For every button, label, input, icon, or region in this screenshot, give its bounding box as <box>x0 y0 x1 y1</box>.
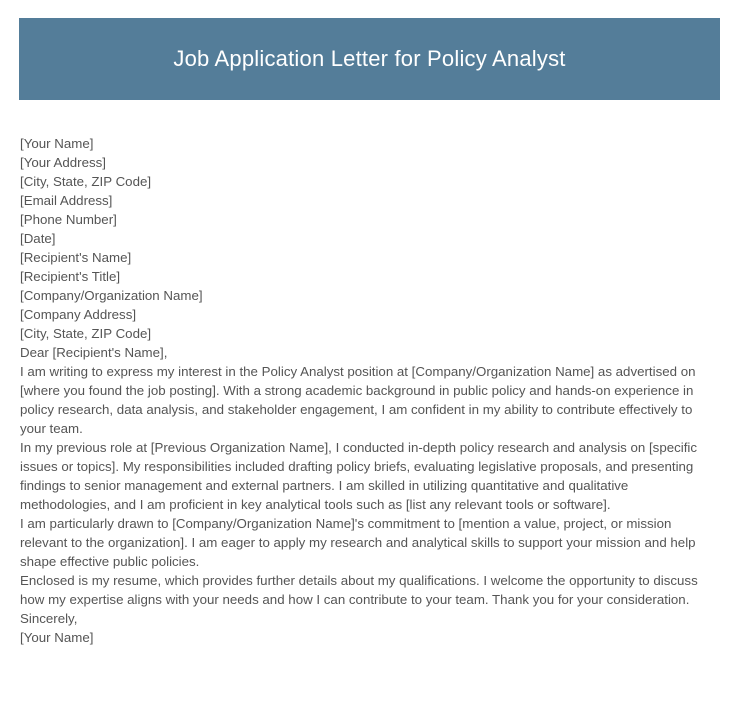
recipient-title: [Recipient's Title] <box>20 269 121 284</box>
letter-header-banner <box>19 18 720 100</box>
sender-city-state-zip: [City, State, ZIP Code] <box>20 174 152 189</box>
page-title: Job Application Letter for Policy Analyst <box>173 45 566 71</box>
letter-date: [Date] <box>20 231 56 246</box>
sender-phone: [Phone Number] <box>20 212 117 227</box>
recipient-company: [Company/Organization Name] <box>20 288 203 303</box>
recipient-city-state-zip: [City, State, ZIP Code] <box>20 326 152 341</box>
letter-body <box>20 134 720 647</box>
closing: Sincerely, <box>20 611 78 626</box>
salutation: Dear [Recipient's Name], <box>20 345 168 360</box>
body-paragraph-1: I am writing to express my interest in the Policy Analyst position at [Company/Organization Name] as advertised on [where you found the job posting]. With a strong academic background in public policy and hands-on experience in policy research, data analysis, and stakeholder engagement, I am confident in my ability to contribute effectively to your team. <box>20 364 696 436</box>
sender-address: [Your Address] <box>20 155 106 170</box>
body-paragraph-2: In my previous role at [Previous Organization Name], I conducted in-depth policy research and analysis on [specific issues or topics]. My responsibilities included drafting policy briefs, evaluating legislative proposals, and presenting findings to senior management and external partners. I am skilled in utilizing quantitative and qualitative methodologies, and I am proficient in key analytical tools such as [list any relevant tools or software]. <box>20 440 698 512</box>
signature-name: [Your Name] <box>20 630 94 645</box>
body-paragraph-3: I am particularly drawn to [Company/Organization Name]'s commitment to [mention a value, project, or mission relevant to the organization]. I am eager to apply my research and analytical skills to support your mission and help shape effective public policies. <box>20 516 696 569</box>
sender-email: [Email Address] <box>20 193 113 208</box>
body-paragraph-4: Enclosed is my resume, which provides further details about my qualifications. I welcome the opportunity to discuss how my expertise aligns with your needs and how I can contribute to your team. Thank you for your consideration. <box>20 573 698 607</box>
recipient-address: [Company Address] <box>20 307 137 322</box>
recipient-name: [Recipient's Name] <box>20 250 132 265</box>
sender-name: [Your Name] <box>20 136 94 151</box>
